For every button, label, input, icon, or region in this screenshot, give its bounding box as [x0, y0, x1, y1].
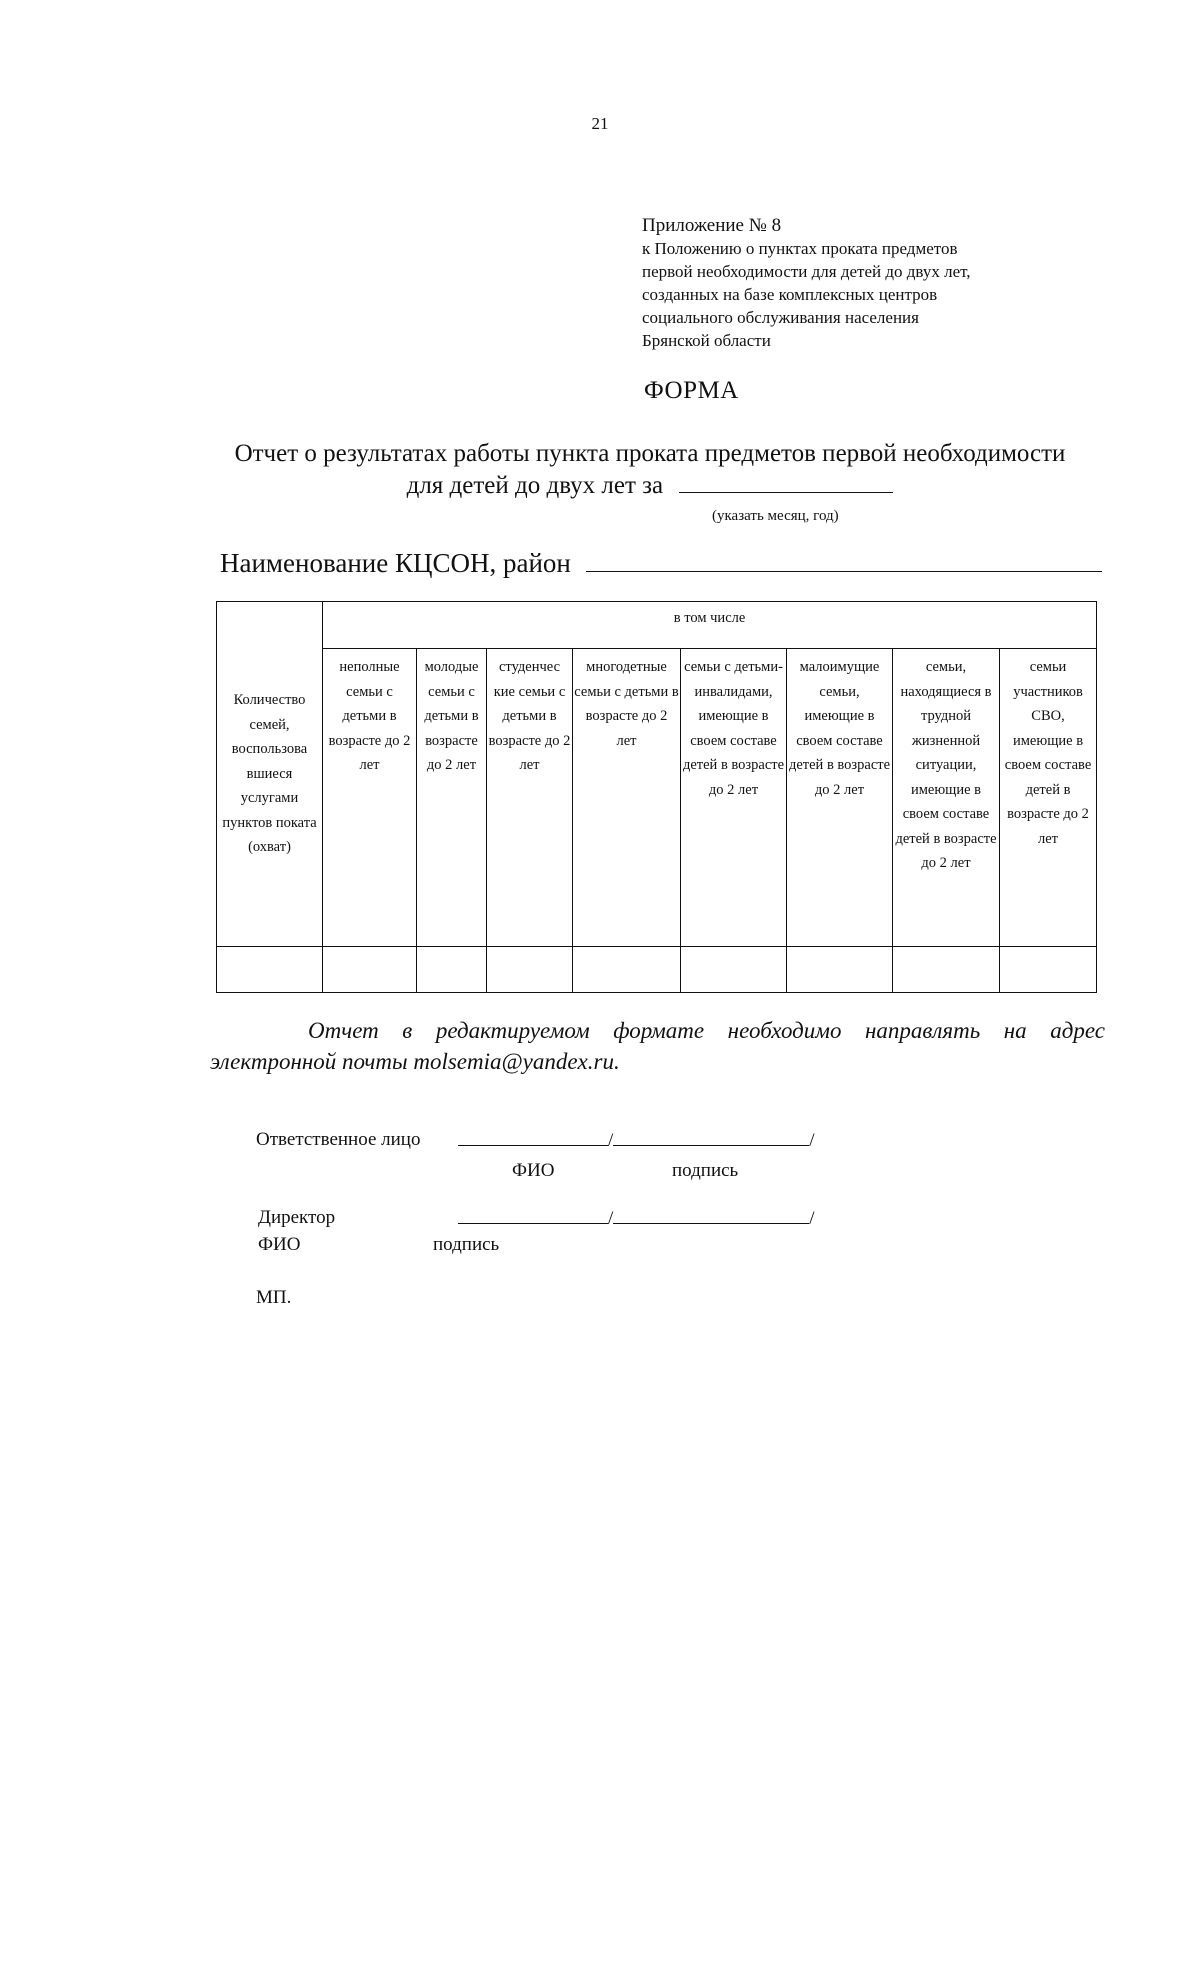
header-disabled-children-families: семьи с детьми-инвалидами, имеющие в своем составе детей в возрасте до 2 лет — [681, 649, 787, 947]
table-cell[interactable] — [681, 947, 787, 993]
org-label: Наименование КЦСОН, район — [220, 548, 571, 578]
stamp-label: МП. — [256, 1287, 292, 1308]
form-label: ФОРМА — [644, 377, 739, 404]
note-line1: Отчет в редактируемом формате необходимо направлять на адрес — [308, 1018, 1105, 1043]
table-cell[interactable] — [487, 947, 573, 993]
appendix-number: Приложение № 8 — [642, 215, 782, 236]
sign-label-director: подпись — [433, 1234, 500, 1255]
table-cell[interactable] — [323, 947, 417, 993]
header-difficult-situation-families: семьи, находящиеся в трудной жизненной ситуации, имеющие в своем составе детей в возрасте до 2 лет — [893, 649, 1000, 947]
responsible-blanks — [458, 1129, 815, 1152]
submission-note — [210, 1015, 1105, 1077]
slash: / — [809, 1208, 815, 1229]
fio-label: ФИО — [512, 1160, 555, 1181]
table-header-row — [217, 602, 1097, 649]
director-sign-blank[interactable] — [613, 1207, 809, 1224]
header-incomplete-families: неполные семьи с детьми в возрасте до 2 лет — [323, 649, 417, 947]
responsible-fio-blank[interactable] — [458, 1129, 608, 1146]
header-large-families: многодетные семьи с детьми в возрасте до 2 лет — [573, 649, 681, 947]
report-title-line1: Отчет о результатах работы пункта проката предметов первой необходимости — [234, 440, 1066, 467]
period-hint: (указать месяц, год) — [712, 508, 839, 524]
header-svo-families: семьи участников СВО, имеющие в своем составе детей в возрасте до 2 лет — [1000, 649, 1097, 947]
header-young-families: молодые семьи с детьми в возрасте до 2 лет — [417, 649, 487, 947]
page-number: 21 — [591, 114, 609, 133]
table-cell[interactable] — [217, 947, 323, 993]
table-cell[interactable] — [1000, 947, 1097, 993]
director-blanks — [458, 1207, 815, 1230]
table-subheader-row — [217, 649, 1097, 947]
header-student-families: студенчес кие семьи с детьми в возрасте до 2 лет — [487, 649, 573, 947]
appendix-line: Брянской области — [642, 331, 771, 350]
org-line — [220, 548, 1102, 579]
director-label: Директор — [258, 1207, 336, 1228]
appendix-line: первой необходимости для детей до двух лет, — [642, 262, 971, 281]
slash: / — [608, 1208, 614, 1229]
table-cell[interactable] — [573, 947, 681, 993]
table-cell[interactable] — [787, 947, 893, 993]
report-title — [160, 438, 1140, 502]
report-table — [216, 601, 1097, 993]
appendix-line: созданных на базе комплексных центров — [642, 285, 938, 304]
slash: / — [608, 1130, 614, 1151]
appendix-block — [642, 214, 1082, 352]
report-title-line2: для детей до двух лет за — [406, 472, 664, 499]
header-low-income-families: малоимущие семьи, имеющие в своем составе детей в возрасте до 2 лет — [787, 649, 893, 947]
responsible-label: Ответственное лицо — [256, 1129, 421, 1150]
slash: / — [809, 1130, 815, 1151]
appendix-line: к Положению о пунктах проката предметов — [642, 239, 958, 258]
appendix-line: социального обслуживания населения — [642, 308, 919, 327]
director-fio-blank[interactable] — [458, 1207, 608, 1224]
note-line2: электронной почты molsemia@yandex.ru. — [210, 1049, 620, 1074]
sign-label: подпись — [672, 1160, 739, 1181]
org-blank[interactable] — [586, 553, 1102, 572]
table-row — [217, 947, 1097, 993]
header-group: в том числе — [323, 602, 1097, 649]
header-total-families: Количество семей, воспользова вшиеся услугами пунктов поката (охват) — [217, 602, 323, 947]
fio-label-director: ФИО — [258, 1234, 301, 1255]
table-cell[interactable] — [417, 947, 487, 993]
period-blank[interactable] — [679, 474, 893, 493]
table-cell[interactable] — [893, 947, 1000, 993]
responsible-sign-blank[interactable] — [613, 1129, 809, 1146]
